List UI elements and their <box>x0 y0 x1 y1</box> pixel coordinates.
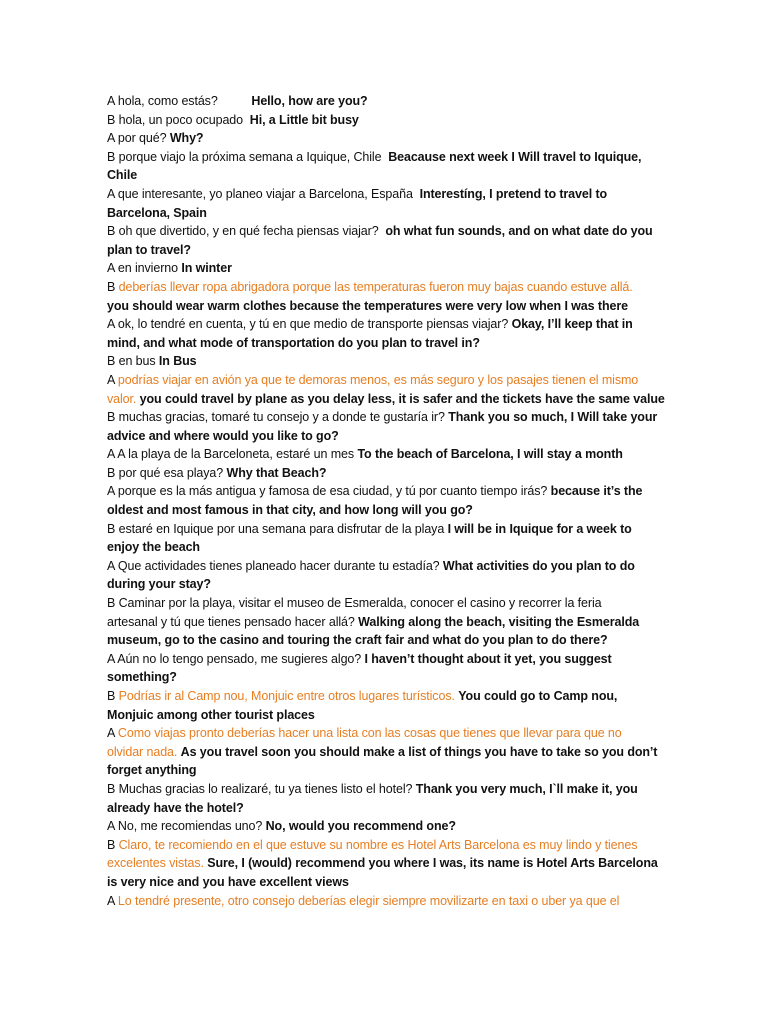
english-text: because it’s the <box>550 484 643 499</box>
dialogue-line <box>107 687 667 706</box>
dialogue-line <box>107 836 667 855</box>
spanish-text: A <box>107 726 118 741</box>
dialogue-line <box>107 520 667 539</box>
spanish-text: A ok, lo tendré en cuenta, y tú en que medio de transporte piensas viajar? <box>107 317 512 332</box>
spanish-text: artesanal y tú que tienes pensado hacer allá? <box>107 614 359 629</box>
highlighted-spanish-text: Lo tendré presente, otro consejo deberías elegir siempre movilizarte en taxi o uber ya que el <box>117 893 620 908</box>
spanish-text: B <box>107 279 119 294</box>
english-text: something? <box>107 670 177 685</box>
dialogue-line <box>107 501 667 520</box>
english-text: To the beach of Barcelona, I will stay a month <box>357 447 623 462</box>
dialogue-line <box>107 538 667 557</box>
spanish-text: B por qué esa playa? <box>107 465 227 480</box>
english-text: enjoy the beach <box>107 540 200 555</box>
spanish-text: B Caminar por la playa, visitar el museo de Esmeralda, conocer el casino y recorrer la feria <box>107 596 602 611</box>
english-text: you could travel by plane as you delay less, it is safer and the tickets have the same value <box>139 391 665 406</box>
dialogue-line <box>107 166 667 185</box>
spanish-text: A por qué? <box>107 131 170 146</box>
spanish-text: A porque es la más antigua y famosa de esa ciudad, y tú por cuanto tiempo irás? <box>107 484 551 499</box>
highlighted-spanish-text: podrías viajar en avión ya que te demoras menos, es más seguro y los pasajes tienen el mismo <box>117 372 639 387</box>
english-text: oldest and most famous in that city, and how long will you go? <box>107 503 473 518</box>
dialogue-line <box>107 464 667 483</box>
dialogue-line <box>107 204 667 223</box>
dialogue-line <box>107 445 667 464</box>
dialogue-line <box>107 222 667 241</box>
english-text: Sure, I (would) recommend you where I was, its name is Hotel Arts Barcelona <box>207 856 658 871</box>
spanish-text: B estaré en Iquique por una semana para disfrutar de la playa <box>107 521 448 536</box>
english-text: Walking along the beach, visiting the Esmeralda <box>358 614 640 629</box>
dialogue-line <box>107 111 667 130</box>
dialogue-line <box>107 873 667 892</box>
english-text: Beacause next week I Will travel to Iquique, <box>388 149 642 164</box>
english-text: As you travel soon you should make a list of things you have to take so you don’t <box>180 744 658 759</box>
english-text: I haven’t thought about it yet, you suggest <box>364 651 612 666</box>
english-text: plan to travel? <box>107 242 191 257</box>
english-text: In winter <box>181 261 232 276</box>
english-text: Monjuic among other tourist places <box>107 707 315 722</box>
highlighted-spanish-text: olvidar nada. <box>107 744 181 759</box>
dialogue-line <box>107 743 667 762</box>
spanish-text: A <box>107 893 118 908</box>
spanish-text: A hola, como estás? <box>107 94 252 108</box>
spanish-text: B <box>107 689 119 703</box>
dialogue-line <box>107 371 667 390</box>
spanish-text: A que interesante, yo planeo viajar a Barcelona, España <box>107 186 420 201</box>
spanish-text: A Que actividades tienes planeado hacer durante tu estadía? <box>107 558 443 573</box>
english-text: you should wear warm clothes because the temperatures were very low when I was there <box>107 298 628 313</box>
english-text: Okay, I’ll keep that in <box>511 317 633 332</box>
english-text: Why? <box>169 131 204 146</box>
spanish-text: A Aún no lo tengo pensado, me sugieres algo? <box>107 651 365 666</box>
english-text: is very nice and you have excellent views <box>107 874 349 889</box>
english-text: already have the hotel? <box>107 800 244 815</box>
highlighted-spanish-text: valor. <box>107 391 140 406</box>
dialogue-line <box>107 650 667 669</box>
dialogue-line <box>107 185 667 204</box>
spanish-text: A No, me recomiendas uno? <box>107 819 266 834</box>
dialogue-line <box>107 129 667 148</box>
spanish-text: B porque viajo la próxima semana a Iquique, Chile <box>107 149 389 164</box>
english-text: forget anything <box>107 763 197 778</box>
dialogue-line <box>107 761 667 780</box>
dialogue-line <box>107 315 667 334</box>
dialogue-line <box>107 297 667 316</box>
spanish-text: B hola, un poco ocupado <box>107 112 250 127</box>
highlighted-spanish-text: Claro, te recomiendo en el que estuve su nombre es Hotel Arts Barcelona es muy lindo y tienes <box>118 837 638 852</box>
dialogue-line <box>107 799 667 818</box>
dialogue-line <box>107 92 667 111</box>
english-text: during your stay? <box>107 577 211 592</box>
english-text: You could go to Camp nou, <box>458 689 618 703</box>
dialogue-line <box>107 724 667 743</box>
dialogue-line <box>107 482 667 501</box>
english-text: advice and where would you like to go? <box>107 428 339 443</box>
english-text: Hi, a Little bit busy <box>249 112 359 127</box>
spanish-text: B <box>107 837 119 852</box>
english-text: What activities do you plan to do <box>442 558 635 573</box>
english-text: Why that Beach? <box>226 465 327 480</box>
english-text: Thank you very much, I`ll make it, you <box>415 781 638 796</box>
dialogue-line <box>107 148 667 167</box>
dialogue-line <box>107 390 667 409</box>
dialogue-line <box>107 241 667 260</box>
english-text: Barcelona, Spain <box>107 205 207 220</box>
highlighted-spanish-text: excelentes vistas. <box>107 856 208 871</box>
dialogue-line <box>107 352 667 371</box>
dialogue-line <box>107 817 667 836</box>
spanish-text: A A la playa de la Barceloneta, estaré un mes <box>107 447 358 462</box>
english-text: Hello, how are you? <box>251 94 368 108</box>
english-text: Interestíng, I pretend to travel to <box>419 186 608 201</box>
dialogue-line <box>107 631 667 650</box>
highlighted-spanish-text: deberías llevar ropa abrigadora porque las temperaturas fueron muy bajas cuando estuve allá. <box>118 279 633 294</box>
dialogue-line <box>107 892 667 911</box>
spanish-text: B muchas gracias, tomaré tu consejo y a donde te gustaría ir? <box>107 410 449 425</box>
dialogue-line <box>107 575 667 594</box>
dialogue-line <box>107 334 667 353</box>
english-text: Thank you so much, I Will take your <box>448 410 658 425</box>
dialogue-line <box>107 706 667 725</box>
highlighted-spanish-text: Podrías ir al Camp nou, Monjuic entre otros lugares turísticos. <box>118 689 459 703</box>
english-text: In Bus <box>158 354 197 369</box>
spanish-text: B en bus <box>107 354 159 369</box>
dialogue-line <box>107 613 667 632</box>
document-body <box>107 92 667 910</box>
highlighted-spanish-text: Como viajas pronto deberías hacer una lista con las cosas que tienes que llevar para que no <box>117 726 622 741</box>
dialogue-line <box>107 427 667 446</box>
spanish-text: B oh que divertido, y en qué fecha piensas viajar? <box>107 224 386 239</box>
english-text: mind, and what mode of transportation do you plan to travel in? <box>107 335 480 350</box>
english-text: oh what fun sounds, and on what date do you <box>385 224 653 239</box>
dialogue-line <box>107 854 667 873</box>
dialogue-line <box>107 278 667 297</box>
english-text: museum, go to the casino and touring the craft fair and what do you plan to do there? <box>107 633 608 648</box>
dialogue-line <box>107 259 667 278</box>
english-text: Chile <box>107 168 138 183</box>
dialogue-line <box>107 780 667 799</box>
dialogue-line <box>107 594 667 613</box>
spanish-text: B Muchas gracias lo realizaré, tu ya tienes listo el hotel? <box>107 781 416 796</box>
dialogue-line <box>107 408 667 427</box>
dialogue-line <box>107 668 667 687</box>
english-text: No, would you recommend one? <box>265 819 456 834</box>
spanish-text: A <box>107 372 118 387</box>
spanish-text: A en invierno <box>107 261 182 276</box>
dialogue-line <box>107 557 667 576</box>
english-text: I will be in Iquique for a week to <box>447 521 632 536</box>
